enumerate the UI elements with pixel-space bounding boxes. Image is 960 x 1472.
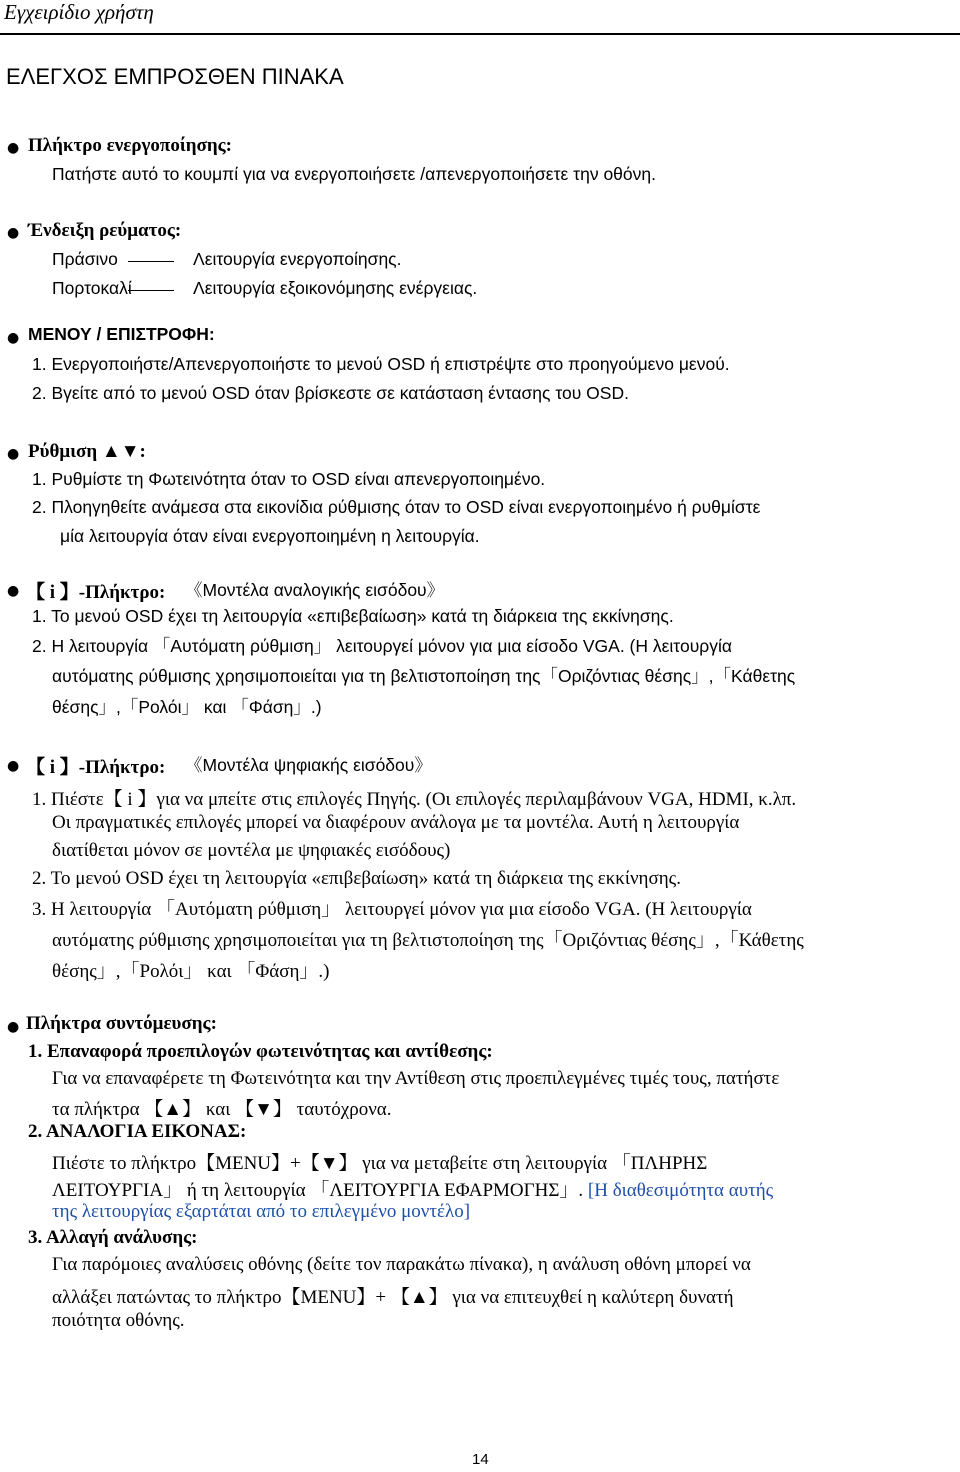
i-key-digital-line: 2. Το μενού OSD έχει τη λειτουργία «επιβεβαίωση» κατά τη διάρκεια της εκκίνησης. (32, 868, 681, 889)
indicator-green: Πράσινο (52, 249, 118, 269)
adjust-line: μία λειτουργία όταν είναι ενεργοποιημένη η λειτουργία. (60, 526, 480, 546)
bullet: ● (7, 758, 20, 774)
hotkey-3-line: ποιότητα οθόνης. (52, 1310, 185, 1331)
dash (128, 290, 174, 291)
i-key-digital-line: αυτόματης ρύθμισης χρησιμοποιείται για τη βελτιστοποίηση της「Οριζόντιας θέσης」,「Κάθετης (52, 930, 804, 951)
indicator-green-meaning: Λειτουργία ενεργοποίησης. (193, 249, 402, 269)
i-key-analog-line: 2. Η λειτουργία 「Αυτόματη ρύθμιση」 λειτουργεί μόνον για μια είσοδο VGA. (Η λειτουργία (32, 636, 732, 656)
i-key-analog-line: αυτόματης ρύθμισης χρησιμοποιείται για τη βελτιστοποίηση της「Οριζόντιας θέσης」,「Κάθετης (52, 666, 796, 686)
i-key-analog-line: 1. Το μενού OSD έχει τη λειτουργία «επιβεβαίωση» κατά τη διάρκεια της εκκίνησης. (32, 606, 674, 626)
i-key-analog-model: 《Μοντέλα αναλογικής εισόδου》 (185, 580, 445, 600)
i-key-digital-line: διατίθεται μόνον σε μοντέλα με ψηφιακές εισόδους) (52, 840, 451, 861)
header-rule (0, 33, 960, 35)
bullet: ● (7, 446, 20, 462)
hotkey-2-line: Πιέστε το πλήκτρο【MENU】+【▼】 για να μεταβείτε στη λειτουργία 「ΠΛΗΡΗΣ (52, 1153, 708, 1174)
i-key-digital-line: 3. Η λειτουργία 「Αυτόματη ρύθμιση」 λειτουργεί μόνον για μια είσοδο VGA. (Η λειτουργία (32, 899, 752, 920)
page-number: 14 (472, 1451, 489, 1468)
i-key-digital-line: 1. Πιέστε【 i 】για να μπείτε στις επιλογές Πηγής. (Οι επιλογές περιλαμβάνουν VGA, HDMI, κ.λπ. (32, 789, 797, 810)
hotkeys-heading: Πλήκτρα συντόμευσης: (26, 1013, 217, 1034)
bullet: ● (7, 330, 20, 346)
hotkey-1-line: τα πλήκτρα 【▲】 και 【▼】 ταυτόχρονα. (52, 1099, 392, 1120)
adjust-line: 2. Πλοηγηθείτε ανάμεσα στα εικονίδια ρύθμισης όταν το OSD είναι ενεργοποιημένο ή ρυθμίστε (32, 497, 761, 517)
adjust-heading: Ρύθμιση ▲▼: (28, 441, 146, 462)
hotkey-2-mode-text: ΛΕΙΤΟΥΡΓΙΑ」 ή τη λειτουργία 「ΛΕΙΤΟΥΡΓΙΑ ΕΦΑΡΜΟΓΗΣ」. (52, 1180, 584, 1201)
hotkey-3-line: Για παρόμοιες αναλύσεις οθόνης (δείτε τον παρακάτω πίνακα), η ανάλυση οθόνη μπορεί να (52, 1254, 751, 1275)
hotkey-2-availability-note: της λειτουργίας εξαρτάται από το επιλεγμένο μοντέλο] (52, 1201, 471, 1222)
i-key-analog-line: θέσης」,「Ρολόι」 και 「Φάση」.) (52, 697, 322, 717)
indicator-orange-meaning: Λειτουργία εξοικονόμησης ενέργειας. (193, 278, 478, 298)
adjust-line: 1. Ρυθμίστε τη Φωτεινότητα όταν το OSD είναι απενεργοποιημένο. (32, 469, 546, 489)
i-key-digital-model: 《Μοντέλα ψηφιακής εισόδου》 (185, 755, 432, 775)
page-title: ΕΛΕΓΧΟΣ ΕΜΠΡΟΣΘΕΝ ΠΙΝΑΚΑ (6, 64, 344, 89)
indicator-orange: Πορτοκαλί (52, 278, 132, 298)
hotkey-2-availability-note: [Η διαθεσιμότητα αυτής (587, 1180, 774, 1201)
power-key-text: Πατήστε αυτό το κουμπί για να ενεργοποιήσετε /απενεργοποιήσετε την οθόνη. (52, 164, 656, 184)
bullet: ● (7, 140, 20, 156)
hotkey-3-title: 3. Αλλαγή ανάλυσης: (28, 1227, 198, 1248)
header-title: Εγχειρίδιο χρήστη (4, 0, 154, 24)
menu-exit-line: 1. Ενεργοποιήστε/Απενεργοποιήστε το μενού OSD ή επιστρέψτε στο προηγούμενο μενού. (32, 354, 730, 374)
bullet: ● (7, 1019, 20, 1035)
i-key-analog-heading: 【 i 】-Πλήκτρο: (26, 582, 166, 603)
hotkey-2-title: 2. ΑΝΑΛΟΓΙΑ ΕΙΚΟΝΑΣ: (28, 1121, 247, 1142)
power-indicator-heading: Ένδειξη ρεύματος: (28, 220, 182, 241)
power-key-heading: Πλήκτρο ενεργοποίησης: (28, 135, 232, 156)
i-key-digital-line: Οι πραγματικές επιλογές μπορεί να διαφέρουν ανάλογα με τα μοντέλα. Αυτή η λειτουργία (52, 812, 740, 833)
menu-exit-heading: ΜΕΝΟΥ / ΕΠΙΣΤΡΟΦΗ: (28, 324, 215, 344)
i-key-digital-heading: 【 i 】-Πλήκτρο: (26, 757, 166, 778)
hotkey-2-line (52, 1175, 773, 1202)
hotkey-1-line: Για να επαναφέρετε τη Φωτεινότητα και την Αντίθεση στις προεπιλεγμένες τιμές τους, πατήστε (52, 1068, 780, 1089)
hotkey-3-line: αλλάξει πατώντας το πλήκτρο【MENU】+ 【▲】 για να επιτευχθεί η καλύτερη δυνατή (52, 1287, 734, 1308)
bullet: ● (7, 225, 20, 241)
menu-exit-line: 2. Βγείτε από το μενού OSD όταν βρίσκεστε σε κατάσταση έντασης του OSD. (32, 383, 629, 403)
hotkey-1-title: 1. Επαναφορά προεπιλογών φωτεινότητας και αντίθεσης: (28, 1041, 493, 1062)
i-key-digital-line: θέσης」,「Ρολόι」 και 「Φάση」.) (52, 961, 330, 982)
bullet: ● (7, 583, 20, 599)
dash (128, 261, 174, 262)
